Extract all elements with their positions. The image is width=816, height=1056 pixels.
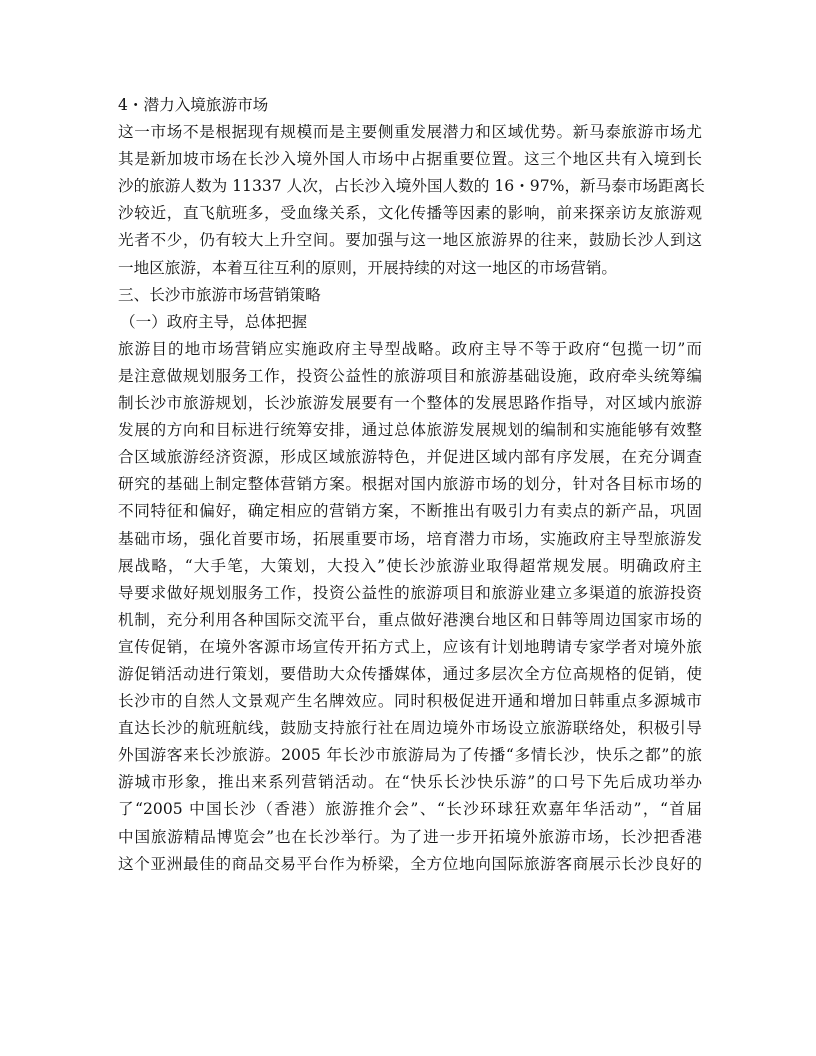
subsection-heading-government-led: （一）政府主导，总体把握 xyxy=(120,312,308,331)
paragraph-line: 沙较近，直飞航班多，受血缘关系，文化传播等因素的影响，前来探亲访友旅游观 xyxy=(118,204,702,223)
paragraph-line: 中国旅游精品博览会”也在长沙举行。为了进一步开拓境外旅游市场，长沙把香港 xyxy=(118,827,702,846)
paragraph-line: 光者不少，仍有较大上升空间。要加强与这一地区旅游界的往来，鼓励长沙人到这 xyxy=(118,231,702,250)
paragraph-line: 机制，充分利用各种国际交流平台，重点做好港澳台地区和日韩等周边国家市场的 xyxy=(118,610,702,629)
paragraph-line: 游促销活动进行策划，要借助大众传播媒体，通过多层次全方位高规格的促销，使 xyxy=(118,664,702,683)
paragraph-line: 制长沙市旅游规划，长沙旅游发展要有一个整体的发展思路作指导，对区域内旅游 xyxy=(118,394,702,413)
paragraph-line: 这一市场不是根据现有规模而是主要侧重发展潜力和区域优势。新马泰旅游市场尤 xyxy=(118,123,702,142)
paragraph-line: 这个亚洲最佳的商品交易平台作为桥梁，全方位地向国际旅游客商展示长沙良好的 xyxy=(118,854,702,873)
paragraph-line: 导要求做好规划服务工作，投资公益性的旅游项目和旅游业建立多渠道的旅游投资 xyxy=(118,583,702,602)
paragraph-line: 一地区旅游，本着互往互利的原则，开展持续的对这一地区的市场营销。 xyxy=(118,258,618,277)
paragraph-line: 旅游目的地市场营销应实施政府主导型战略。政府主导不等于政府“包揽一切”而 xyxy=(118,339,702,358)
paragraph-line: 宣传促销，在境外客源市场宣传开拓方式上，应该有计划地聘请专家学者对境外旅 xyxy=(118,637,702,656)
paragraph-line: 游城市形象，推出来系列营销活动。在“快乐长沙快乐游”的口号下先后成功举办 xyxy=(118,773,702,792)
paragraph-potential-market xyxy=(118,119,705,282)
paragraph-line: 不同特征和偏好，确定相应的营销方案，不断推出有吸引力有卖点的新产品，巩固 xyxy=(118,502,702,521)
body-text xyxy=(118,92,705,878)
paragraph-line: 直达长沙的航班航线，鼓励支持旅行社在周边境外市场设立旅游联络处，积极引导 xyxy=(118,719,702,738)
paragraph-line: 是注意做规划服务工作，投资公益性的旅游项目和旅游基础设施，政府牵头统筹编 xyxy=(118,366,702,385)
paragraph-line: 外国游客来长沙旅游。2005 年长沙市旅游局为了传播“多情长沙，快乐之都”的旅 xyxy=(118,746,702,765)
paragraph-line: 研究的基础上制定整体营销方案。根据对国内旅游市场的划分，针对各目标市场的 xyxy=(118,475,702,494)
paragraph-line: 基础市场，强化首要市场，拓展重要市场，培育潜力市场，实施政府主导型旅游发 xyxy=(118,529,702,548)
paragraph-line: 沙的旅游人数为 11337 人次，占长沙入境外国人数的 16・97%，新马泰市场距离长 xyxy=(118,177,705,196)
section-heading-potential-inbound-market: 4・潜力入境旅游市场 xyxy=(118,96,269,114)
paragraph-line: 发展的方向和目标进行统筹安排，通过总体旅游发展规划的编制和实施能够有效整 xyxy=(118,421,702,440)
paragraph-line: 长沙市的自然人文景观产生名牌效应。同时积极促进开通和增加日韩重点多源城市 xyxy=(118,692,702,711)
paragraph-government-led xyxy=(118,336,702,878)
chapter-heading-marketing-strategy: 三、长沙市旅游市场营销策略 xyxy=(118,285,321,304)
paragraph-line: 了“2005 中国长沙（香港）旅游推介会”、“长沙环球狂欢嘉年华活动”，“首届 xyxy=(118,800,702,819)
paragraph-line: 其是新加坡市场在长沙入境外国人市场中占据重要位置。这三个地区共有入境到长 xyxy=(118,150,702,169)
paragraph-line: 展战略，“大手笔，大策划，大投入”使长沙旅游业取得超常规发展。明确政府主 xyxy=(118,556,702,575)
paragraph-line: 合区域旅游经济资源，形成区域旅游特色，并促进区域内部有序发展，在充分调查 xyxy=(118,448,702,467)
